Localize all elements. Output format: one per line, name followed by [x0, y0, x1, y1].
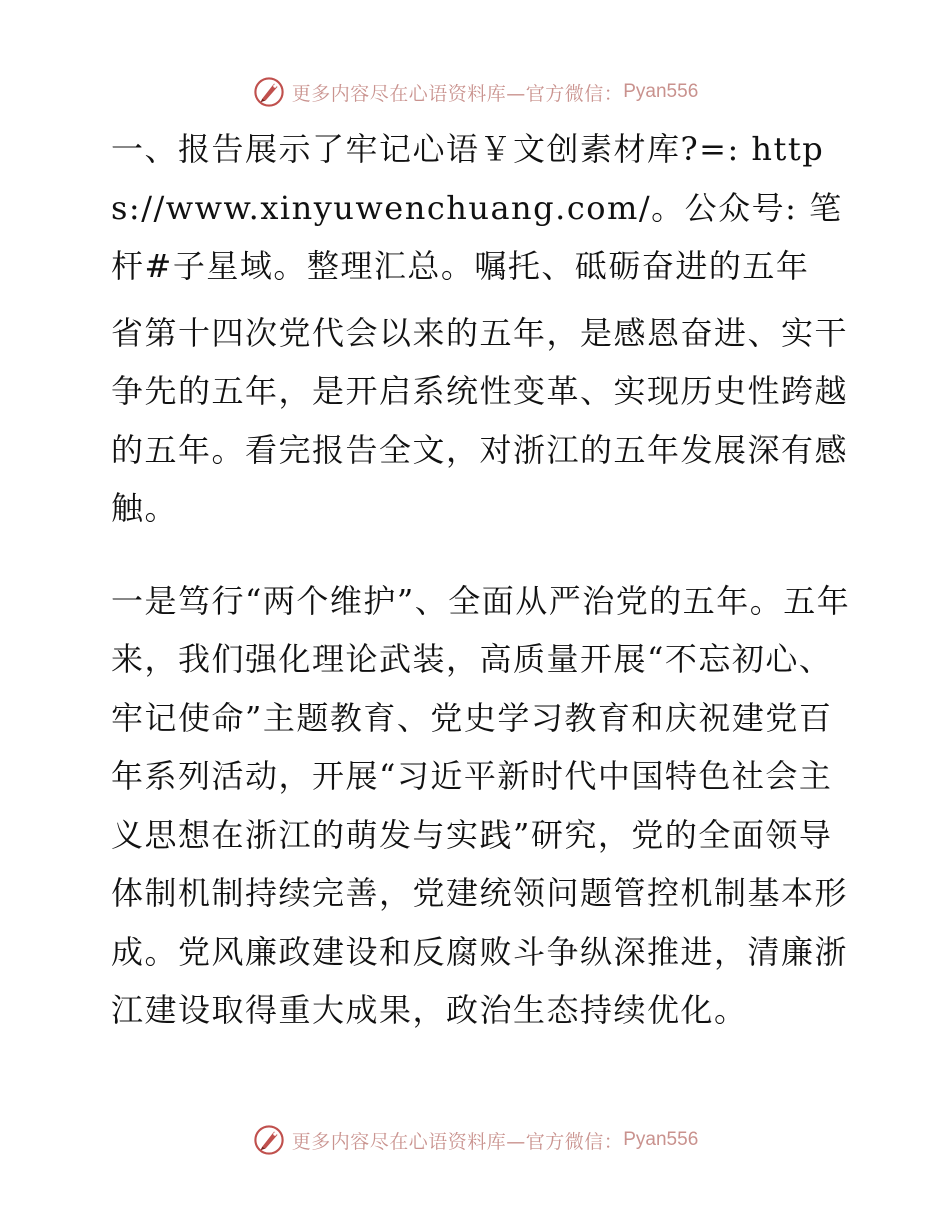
wechat-account: Pyan556 — [623, 81, 699, 102]
header-watermark-banner — [0, 72, 950, 112]
watermark-text: 更多内容尽在心语资料库—官方微信： — [291, 1130, 624, 1153]
document-body — [97, 120, 857, 1040]
paragraph-intro: 省第十四次党代会以来的五年，是感恩奋进、实干争先的五年，是开启系统性变革、实现历史性跨越的五年。看完报告全文，对浙江的五年发展深有感触。 — [111, 313, 849, 527]
paragraph-title: 一、报告展示了牢记心语￥文创素材库?=: https://www.xinyuwenchuang.com/。公众号: 笔杆#子星域。整理汇总。嘱托、砥砺奋进的五年 — [111, 130, 843, 285]
wechat-account: Pyan556 — [623, 1129, 699, 1150]
watermark-text: 更多内容尽在心语资料库—官方微信： — [291, 82, 624, 105]
footer-watermark-banner — [0, 1120, 950, 1160]
paragraph-point-one: 一是笃行“两个维护”、全面从严治党的五年。五年来，我们强化理论武装，高质量开展“不忘初心、牢记使命”主题教育、党史学习教育和庆祝建党百年系列活动，开展“习近平新时代中国特色社会主义思想在浙江的萌发与实践”研究，党的全面领导体制机制持续完善，党建统领问题管控机制基本形成。党风廉政建设和反腐败斗争纵深推进，清廉浙江建设取得重大成果，政治生态持续优化。 — [111, 581, 851, 1029]
pen-nib-seal-icon — [252, 1123, 286, 1157]
pen-nib-seal-icon — [252, 75, 286, 109]
